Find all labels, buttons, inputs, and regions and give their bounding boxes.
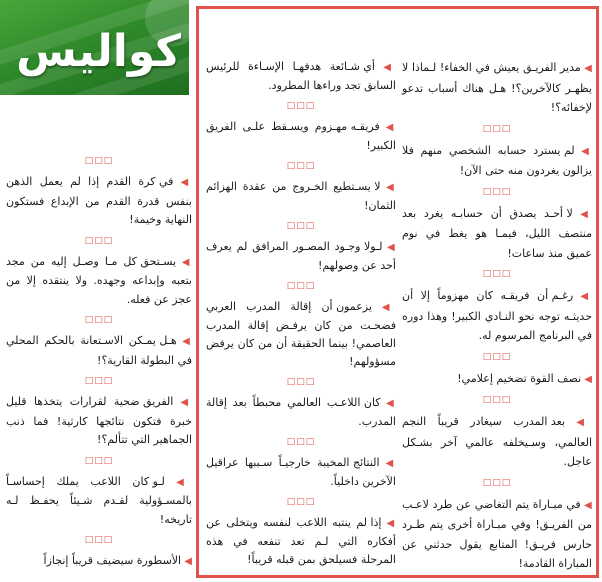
gossip-item bbox=[206, 58, 396, 95]
gossip-item bbox=[206, 298, 396, 371]
item-separator: □□□ bbox=[286, 221, 316, 231]
gossip-item bbox=[402, 495, 592, 574]
item-separator: □□□ bbox=[286, 281, 316, 291]
item-separator: □□□ bbox=[84, 376, 114, 386]
gossip-item bbox=[206, 238, 396, 275]
gossip-item-text: النتائج المخيبة خارجيـاً سـببها عراقيل الآخرين داخلياً. bbox=[206, 456, 396, 488]
bullet-triangle-icon: ◀ bbox=[379, 458, 396, 469]
item-separator: □□□ bbox=[84, 535, 114, 545]
gossip-item-text: في كرة القدم إذا لم يعمل الذهن بنفس قدرة القدم من الإبداع فستكون النهاية وخيمة! bbox=[6, 175, 192, 226]
bullet-triangle-icon: ◀ bbox=[164, 476, 193, 488]
bullet-triangle-icon: ◀ bbox=[382, 242, 396, 253]
bullet-triangle-icon: ◀ bbox=[374, 62, 397, 73]
gossip-item bbox=[6, 253, 192, 310]
item-separator: □□□ bbox=[482, 123, 512, 134]
bullet-triangle-icon: ◀ bbox=[381, 518, 397, 529]
gossip-item bbox=[206, 454, 396, 491]
bullet-triangle-icon: ◀ bbox=[379, 122, 396, 133]
item-separator: □□□ bbox=[286, 101, 316, 111]
gossip-item bbox=[402, 369, 592, 390]
gossip-item-text: لم يسترد حسابه الشخصي منهم فلا يزالون يغردون منه حتى الآن! bbox=[402, 143, 592, 177]
gossip-item-text: نصف القوة تضخيم إعلامي! bbox=[457, 371, 582, 385]
gossip-item-text: بعد المدرب سيغادر قريباً النجم العالمي، وسـيخلفه عالمي آخر بشـكل عاجل. bbox=[402, 415, 592, 468]
gossip-item-text: أي شـائعة هدفهـا الإسـاءة للرئيس السابق تجد وراءها المطرود. bbox=[206, 60, 396, 92]
bullet-triangle-icon: ◀ bbox=[176, 336, 193, 347]
gossip-item bbox=[6, 552, 192, 572]
gossip-item-text: يزعمون أن إقالة المدرب العربي فضحـت من كان يرفـض إقالة المدرب العاصمي! بينما الحقيقة أن من كان يرفض مسؤولهم! bbox=[206, 300, 396, 368]
column-left bbox=[6, 150, 192, 572]
gossip-item bbox=[6, 173, 192, 230]
gossip-item-text: الفريق ضحية لقرارات يتخذها قليل خبرة فتكون نتائجها كارثية! فما ذنب الجماهير التي تتألم؟! bbox=[6, 395, 192, 446]
gossip-item-text: فريقـه مهـزوم ويسـقط علـى الفريق الكبير! bbox=[206, 120, 396, 152]
item-separator: □□□ bbox=[286, 497, 316, 507]
column-middle bbox=[206, 58, 396, 569]
gossip-item bbox=[402, 141, 592, 181]
gossip-item bbox=[6, 332, 192, 370]
item-separator: □□□ bbox=[84, 235, 114, 246]
gossip-item bbox=[206, 118, 396, 155]
item-separator: □□□ bbox=[482, 351, 512, 362]
gossip-item bbox=[6, 393, 192, 450]
item-separator: □□□ bbox=[84, 455, 114, 466]
item-separator: □□□ bbox=[482, 269, 512, 279]
gossip-item-text: لـولا وجـود المصـور المرافق لم يعرف أحد عن وصولهم! bbox=[206, 240, 396, 272]
gossip-item-text: لا أحـد يصدق أن حسابـه يغرد بعد منتصف الليل، فيمـا هو يغط في نوم عميق منذ ساعات! bbox=[402, 206, 592, 260]
item-separator: □□□ bbox=[286, 377, 316, 387]
gossip-item bbox=[402, 58, 592, 118]
gossip-item-text: رغـم أن فريقـه كان مهزوماً إلا أن حديثـه توجه نحو النـادي الكبير! وهذا دوره في البرنامج المرسوم له. bbox=[402, 289, 592, 342]
gossip-item bbox=[206, 394, 396, 431]
gossip-item bbox=[6, 473, 192, 530]
bullet-triangle-icon: ◀ bbox=[371, 302, 396, 313]
item-separator: □□□ bbox=[482, 395, 512, 405]
gossip-item bbox=[206, 514, 396, 569]
gossip-item-text: الأسطورة سيضيف قريباً إنجازاً bbox=[43, 554, 182, 567]
bullet-triangle-icon: ◀ bbox=[380, 398, 396, 409]
gossip-item-text: إذا لم ينتبه اللاعب لنفسه ويتخلى عن أفكاره التي لـم تعد تنفعه في هذه المرحلة فسيلحق بمن قبله قريباً! bbox=[206, 516, 396, 566]
bullet-triangle-icon: ◀ bbox=[574, 145, 592, 157]
column-right bbox=[402, 58, 592, 574]
gossip-item bbox=[206, 178, 396, 215]
gossip-item-text: لا يسـتطيع الخـروج من عقدة الهزائم الثمان! bbox=[206, 180, 396, 212]
bullet-triangle-icon: ◀ bbox=[580, 499, 592, 511]
bullet-triangle-icon: ◀ bbox=[565, 417, 593, 428]
bullet-triangle-icon: ◀ bbox=[580, 63, 593, 74]
bullet-triangle-icon: ◀ bbox=[181, 556, 192, 567]
item-separator: □□□ bbox=[84, 315, 114, 325]
bullet-triangle-icon: ◀ bbox=[176, 256, 192, 268]
bullet-triangle-icon: ◀ bbox=[380, 182, 397, 193]
bullet-triangle-icon: ◀ bbox=[173, 397, 192, 408]
gossip-item-text: هـل يمـكن الاسـتعانة بالحكم المحلي في البطولة القارية؟! bbox=[6, 334, 192, 367]
gossip-item-text: كان اللاعـب العالمي محبطاً بعد إقالة المدرب. bbox=[206, 396, 396, 428]
gossip-item-text: يسـتحق كل مـا وصـل إليه من مجد بتعبه وإبداعه وجهده. ولا ينتقده إلا من عجز عن فعله. bbox=[6, 254, 192, 306]
section-title: كواليس bbox=[16, 26, 181, 77]
gossip-item-text: مدير الفريـق يعيش في الخفاء! لـماذا لا يظهـر كالآخرين؟! هـل هناك أسباب تدعو لإخفائه؟! bbox=[402, 61, 592, 114]
gossip-item-text: في مبـاراة يتم التغاضي عن طرد لاعـب من الفريـق! وفي مبـاراة أخرى يتم طـرد حارس فريـق! المتابع يقول حدثني عن المباراة القادمة! bbox=[402, 497, 592, 570]
item-separator: □□□ bbox=[286, 437, 316, 447]
bullet-triangle-icon: ◀ bbox=[581, 373, 592, 385]
gossip-item bbox=[402, 412, 592, 472]
bullet-triangle-icon: ◀ bbox=[173, 177, 192, 188]
section-header bbox=[0, 0, 189, 95]
bullet-triangle-icon: ◀ bbox=[572, 208, 592, 220]
item-separator: □□□ bbox=[482, 477, 512, 488]
item-separator: □□□ bbox=[482, 186, 512, 197]
item-separator: □□□ bbox=[286, 161, 316, 171]
gossip-item bbox=[402, 204, 592, 264]
item-separator: □□□ bbox=[84, 156, 114, 166]
gossip-item-text: لـو كان اللاعب يملك إحساسـاً بالمسـؤولية لقـدم شـيئاً يحفـظ لـه تاريخه! bbox=[6, 474, 192, 526]
bullet-triangle-icon: ◀ bbox=[573, 291, 592, 302]
gossip-item bbox=[402, 286, 592, 346]
